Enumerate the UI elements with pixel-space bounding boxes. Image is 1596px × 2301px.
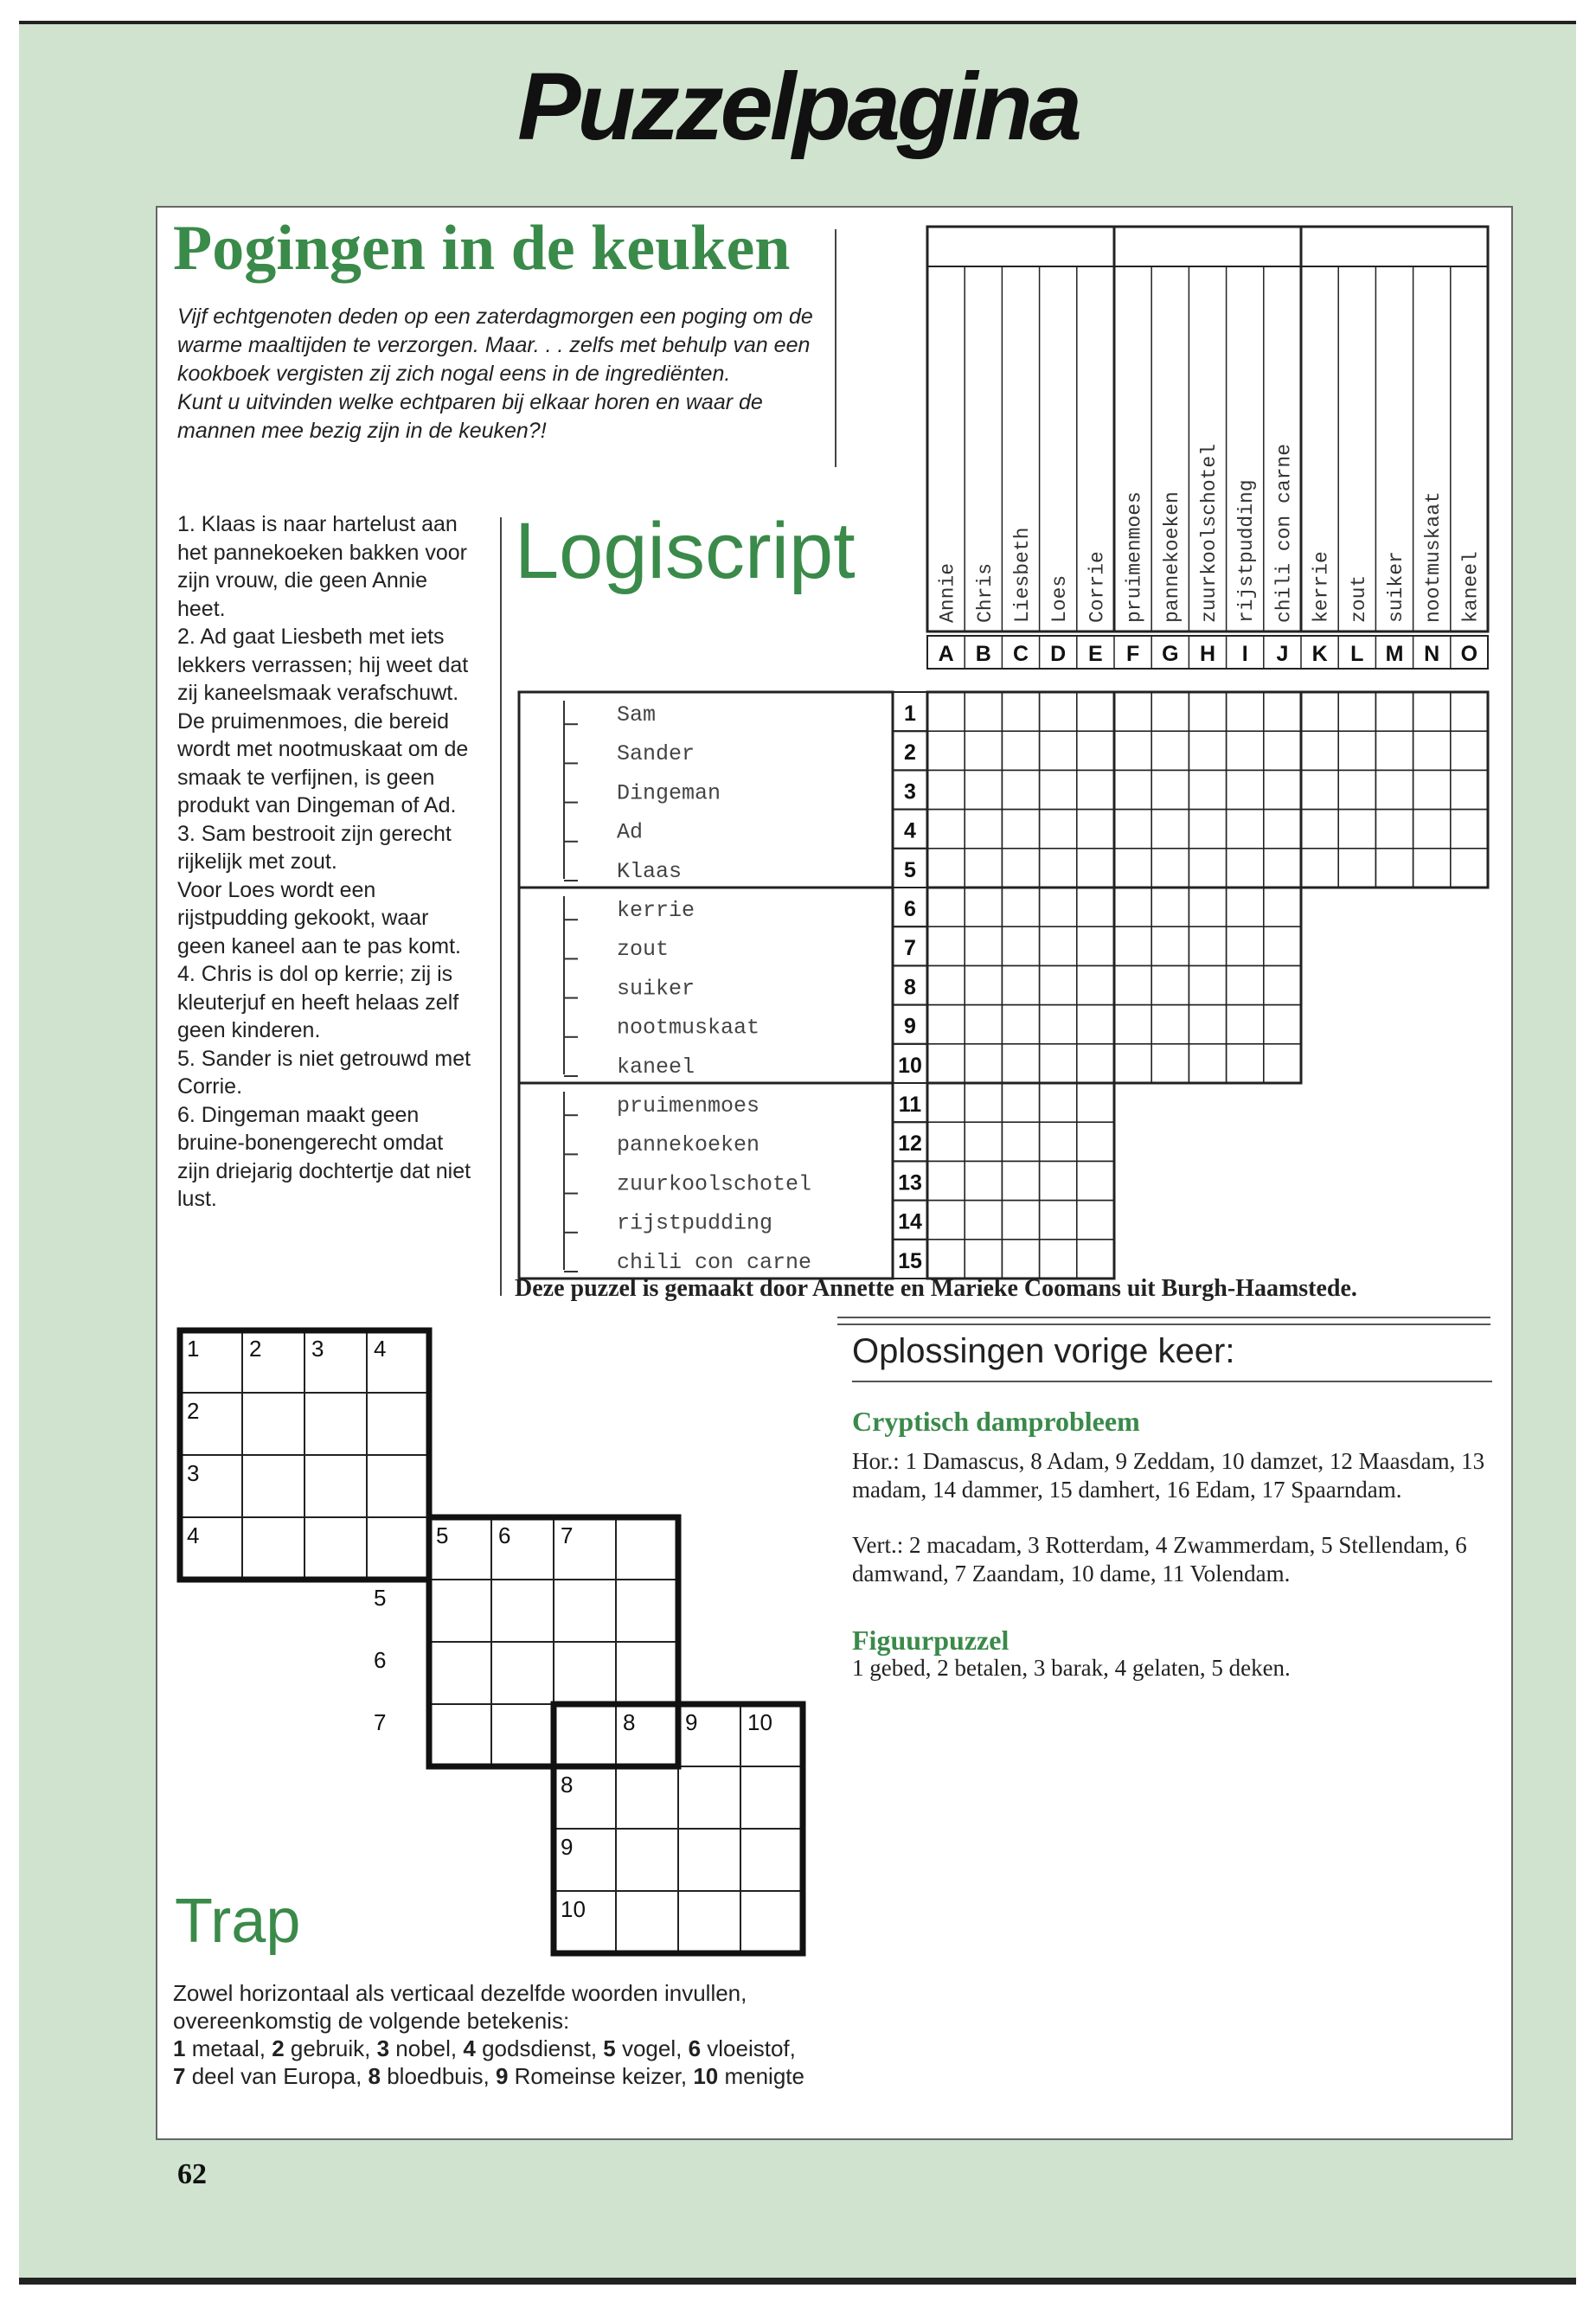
row-number: 10 (898, 1053, 922, 1078)
trap-clue-number: 7 (173, 2063, 192, 2089)
row-label: zuurkoolschotel (617, 1171, 812, 1197)
clue-item: 2. Ad gaat Liesbeth met iets lekkers verrassen; hij weet dat zij kaneelsmaak verafschuwt. (177, 625, 469, 705)
trap-cell (554, 1642, 616, 1704)
trap-cell-number: 7 (561, 1522, 574, 1548)
trap-clue-text: vloeistof (707, 2035, 790, 2061)
row-number: 4 (904, 818, 916, 843)
row-number: 14 (898, 1209, 922, 1234)
column-letter: F (1125, 642, 1140, 666)
clue-item: Voor Loes wordt een rijstpudding gekookt, waar geen kaneel aan te pas komt. (177, 877, 462, 958)
column-header: rijstpudding (1235, 479, 1259, 623)
trap-intro: Zowel horizontaal als verticaal dezelfde woorden invullen, overeenkomstig de volgende betekenis: (173, 1980, 747, 2034)
trap-cell (367, 1393, 429, 1455)
clue-item: 6. Dingeman maakt geen bruine-bonengerecht omdat zijn driejarig dochtertje dat niet lust. (177, 1102, 471, 1211)
trap-cell (304, 1455, 367, 1517)
trap-clue: 1 metaal, (173, 2035, 272, 2061)
trap-cell-number: 6 (498, 1522, 511, 1548)
column-letter: J (1276, 642, 1289, 666)
column-letter: K (1311, 642, 1328, 666)
row-label: zout (617, 937, 670, 963)
trap-cell (616, 1517, 678, 1580)
trap-cell (367, 1517, 429, 1580)
trap-cell (242, 1517, 304, 1580)
solution-text: Hor.: 1 Damascus, 8 Adam, 9 Zeddam, 10 damzet, 12 Maasdam, 13 madam, 14 dammer, 15 damhert, 16 Edam, 17 Spaarndam. (852, 1448, 1485, 1503)
masthead-title: Puzzelpagina (517, 54, 1079, 160)
trap-cell (429, 1642, 491, 1704)
clue-item: 5. Sander is niet getrouwd met Corrie. (177, 1046, 471, 1099)
row-number: 7 (904, 936, 916, 961)
puzzle-title: Pogingen in de keuken (173, 213, 791, 284)
row-label: rijstpudding (617, 1210, 773, 1236)
trap-cell (429, 1580, 491, 1642)
column-header: Loes (1048, 574, 1072, 623)
clue-item: 1. Klaas is naar hartelust aan het pannekoeken bakken voor zijn vrouw, die geen Annie heet. (177, 512, 467, 621)
row-number: 13 (898, 1170, 922, 1195)
column-letter: N (1424, 642, 1440, 666)
column-letter: C (1012, 642, 1029, 666)
trap-cell (616, 1829, 678, 1891)
trap-cell (740, 1829, 803, 1891)
row-label: Sam (617, 702, 657, 727)
column-letter: G (1162, 642, 1179, 666)
row-number: 1 (904, 702, 916, 726)
trap-clues (173, 1979, 813, 2090)
trap-clue (693, 2063, 804, 2089)
trap-cell-number: 3 (311, 1336, 324, 1362)
clue-item: De pruimenmoes, die bereid wordt met nootmuskaat om de smaak te verfijnen, is geen produkt van Dingeman of Ad. (177, 708, 469, 817)
column-letter: A (938, 642, 954, 666)
trap-cell-number: 4 (187, 1522, 200, 1548)
trap-clue-text: vogel (621, 2035, 676, 2061)
column-header: suiker (1385, 551, 1407, 623)
trap-cell (678, 1766, 740, 1829)
trap-clue-text: bloedbuis (387, 2063, 484, 2089)
trap-cell (616, 1580, 678, 1642)
trap-clue: 9 Romeinse keizer, (495, 2063, 694, 2089)
solution-text: 1 gebed, 2 betalen, 3 barak, 4 gelaten, 5 deken. (852, 1655, 1291, 1681)
trap-clue-text: metaal (191, 2035, 260, 2061)
column-header: zout (1347, 574, 1370, 623)
column-header: pannekoeken (1160, 491, 1183, 623)
trap-cell (242, 1455, 304, 1517)
trap-clue-text: Romeinse keizer (514, 2063, 681, 2089)
row-label: pruimenmoes (617, 1093, 760, 1118)
trap-clue-number: 2 (272, 2035, 291, 2061)
row-number: 15 (898, 1248, 922, 1273)
row-number: 9 (904, 1014, 916, 1039)
row-number: 5 (904, 857, 916, 882)
trap-cell (429, 1704, 491, 1766)
trap-cell (554, 1704, 616, 1766)
trap-clue-number: 5 (603, 2035, 622, 2061)
row-number: 8 (904, 975, 916, 1000)
intro-paragraph: Kunt u uitvinden welke echtparen bij elkaar horen en waar de mannen mee bezig zijn in de keuken?! (177, 390, 763, 443)
column-letter: H (1199, 642, 1216, 666)
trap-cell (242, 1393, 304, 1455)
column-header: Corrie (1086, 551, 1109, 623)
solution-text: Vert.: 2 macadam, 3 Rotterdam, 4 Zwammerdam, 5 Stellendam, 6 damwand, 7 Zaandam, 10 dame, 11 Volendam. (852, 1532, 1467, 1586)
trap-cell (367, 1455, 429, 1517)
trap-clue: 4 godsdienst, (463, 2035, 604, 2061)
column-header: nootmuskaat (1422, 491, 1445, 623)
trap-cell-number: 1 (187, 1336, 200, 1362)
trap-cell-number: 2 (249, 1336, 262, 1362)
trap-cell-number: 10 (747, 1709, 772, 1735)
trap-cell (304, 1393, 367, 1455)
trap-clue-text: menigte (724, 2063, 804, 2089)
trap-clue-text: deel van Europa (191, 2063, 356, 2089)
trap-title: Trap (175, 1887, 301, 1956)
row-label: Klaas (617, 858, 683, 884)
trap-cell (616, 1766, 678, 1829)
row-number: 2 (904, 740, 916, 766)
column-header: Chris (973, 562, 997, 623)
trap-clue-text: nobel (395, 2035, 451, 2061)
trap-clue: 8 bloedbuis, (368, 2063, 496, 2089)
intro-paragraph: Vijf echtgenoten deden op een zaterdagmorgen een poging om de warme maaltijden te verzorgen. Maar. . . zelfs met behulp van een kookboek vergisten zij zich nogal eens in de ingrediënten. (177, 304, 813, 386)
row-label: kerrie (617, 898, 695, 923)
column-letter: D (1050, 642, 1067, 666)
row-label: suiker (617, 976, 695, 1002)
trap-cell (678, 1829, 740, 1891)
trap-clue-number: 6 (688, 2035, 708, 2061)
trap-cell (616, 1642, 678, 1704)
trap-cell-number: 10 (561, 1896, 586, 1922)
row-number: 12 (898, 1131, 922, 1157)
trap-clue-number: 4 (463, 2035, 483, 2061)
trap-cell-number: 7 (374, 1709, 387, 1735)
row-number: 3 (904, 779, 916, 804)
trap-clue: 7 deel van Europa, (173, 2063, 369, 2089)
trap-cell-number: 5 (436, 1522, 449, 1548)
trap-clue-text: godsdienst (482, 2035, 591, 2061)
trap-clue-text: gebruik (290, 2035, 365, 2061)
column-letter: M (1385, 642, 1404, 666)
trap-clue: 2 gebruik, (272, 2035, 377, 2061)
solutions-title: Oplossingen vorige keer: (852, 1332, 1235, 1370)
trap-clue-number: 9 (495, 2063, 515, 2089)
column-letter: I (1241, 642, 1248, 666)
trap-cell (616, 1891, 678, 1953)
column-header: kaneel (1459, 551, 1483, 623)
trap-cell-number: 8 (623, 1709, 636, 1735)
trap-clue-number: 8 (368, 2063, 388, 2089)
trap-cell-number: 9 (685, 1709, 698, 1735)
trap-cell (678, 1891, 740, 1953)
trap-cell-number: 4 (374, 1336, 387, 1362)
clue-item: 3. Sam bestrooit zijn gerecht rijkelijk met zout. (177, 821, 452, 874)
trap-cell-number: 9 (561, 1834, 574, 1860)
row-label: chili con carne (617, 1249, 812, 1275)
trap-clue-number: 3 (376, 2035, 396, 2061)
trap-cell (740, 1766, 803, 1829)
logiscript-title: Logiscript (515, 507, 856, 595)
column-header: zuurkoolschotel (1198, 443, 1221, 623)
trap-cell-number: 8 (561, 1772, 574, 1798)
row-label: nootmuskaat (617, 1015, 760, 1041)
column-letter: L (1350, 642, 1364, 666)
column-header: kerrie (1310, 551, 1333, 623)
column-letter: B (975, 642, 991, 666)
trap-cell-number: 5 (374, 1585, 387, 1611)
solution-heading: Cryptisch damprobleem (852, 1406, 1140, 1437)
trap-cell (554, 1580, 616, 1642)
trap-clue-number: 1 (173, 2035, 192, 2061)
trap-cell-number: 2 (187, 1398, 200, 1424)
trap-clue: 6 vloeistof, (688, 2035, 796, 2061)
puzzle-credit: Deze puzzel is gemaakt door Annette en Marieke Coomans uit Burgh-Haamstede. (515, 1275, 1357, 1302)
column-header: chili con carne (1272, 443, 1296, 623)
solution-heading: Figuurpuzzel (852, 1625, 1010, 1656)
trap-cell-number: 3 (187, 1460, 200, 1486)
trap-clue-number: 10 (693, 2063, 725, 2089)
trap-cell-number: 6 (374, 1647, 387, 1673)
row-label: kaneel (617, 1054, 695, 1080)
column-header: pruimenmoes (1123, 491, 1146, 623)
row-number: 6 (904, 897, 916, 921)
row-label: Sander (617, 741, 695, 767)
column-header: Annie (936, 562, 959, 623)
trap-cell (740, 1891, 803, 1953)
row-label: pannekoeken (617, 1132, 760, 1158)
trap-cell (491, 1642, 554, 1704)
trap-cell (491, 1580, 554, 1642)
row-label: Ad (617, 819, 644, 845)
trap-cell (491, 1704, 554, 1766)
row-number: 11 (898, 1093, 922, 1117)
trap-clue: 5 vogel, (603, 2035, 689, 2061)
trap-cell (304, 1517, 367, 1580)
column-letter: E (1088, 642, 1103, 666)
trap-clue-list (173, 2035, 813, 2090)
page-number: 62 (177, 2158, 207, 2190)
row-label: Dingeman (617, 780, 721, 806)
trap-clue: 3 nobel, (376, 2035, 464, 2061)
clue-item: 4. Chris is dol op kerrie; zij is kleuterjuf en heeft helaas zelf geen kinderen. (177, 962, 459, 1042)
column-header: Liesbeth (1011, 527, 1034, 623)
column-letter: O (1460, 642, 1478, 666)
